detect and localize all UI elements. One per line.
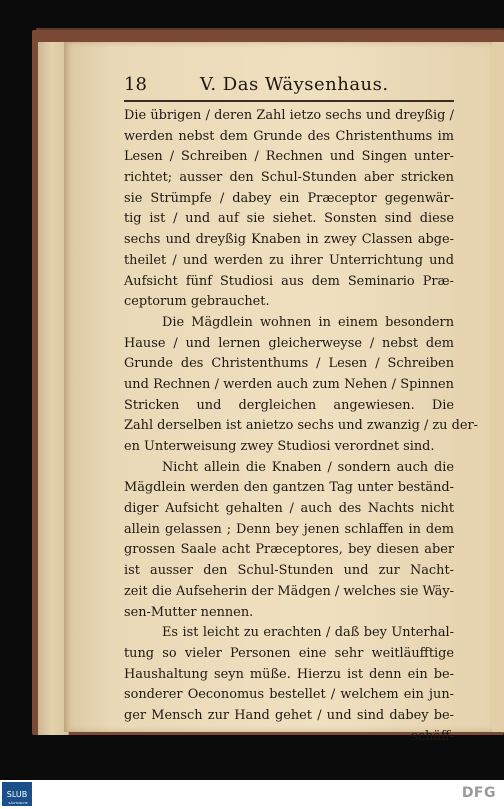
dfg-logo[interactable]: DFG — [461, 785, 496, 801]
running-header — [124, 74, 454, 100]
text-line: werden nebst dem Grunde des Christenthums im — [124, 128, 454, 144]
text-line: ist ausser den Schul-Stunden und zur Nacht- — [124, 563, 454, 579]
header-rule — [124, 100, 454, 102]
text-line: und Rechnen / werden auch zum Nehen / Spinnen — [124, 376, 454, 392]
text-line: sen-Mutter nennen. — [124, 604, 254, 620]
text-line: zeit die Aufseherin der Mädgen / welches sie Wäy- — [124, 583, 454, 599]
text-line: Mägdlein werden den gantzen Tag unter beständ- — [124, 480, 454, 496]
text-line: diger Aufsicht gehalten / auch des Nachts nicht — [124, 501, 454, 517]
text-line: Es ist leicht zu erachten / daß bey Unterhal- — [162, 625, 454, 641]
text-line: Die übrigen / deren Zahl ietzo sechs und dreyßig / — [124, 108, 454, 123]
text-line: ceptorum gebrauchet. — [124, 294, 270, 310]
text-line: allein gelassen ; Denn bey jenen schlaffen in dem — [124, 521, 454, 537]
text-line: Hause / und lernen gleicherweyse / nebst dem — [124, 335, 454, 351]
library-logo-subtext: SÄCHSISCHE LANDESBIBLIOTHEK — [2, 801, 34, 809]
text-line: grossen Saale acht Præceptores, bey diesen aber — [124, 542, 454, 558]
text-line: Lesen / Schreiben / Rechnen und Singen unter- — [124, 149, 454, 165]
catchword: schäff- — [411, 728, 454, 744]
text-line: Zahl derselben ist anietzo sechs und zwanzig / zu der- — [124, 418, 478, 434]
text-line: Grunde des Christenthums / Lesen / Schreiben — [124, 356, 454, 372]
text-line: en Unterweisung zwey Studiosi verordnet sind. — [124, 439, 435, 454]
text-line: tung so vieler Personen eine sehr weitläufftige — [124, 645, 454, 661]
text-line: theilet / und werden zu ihrer Unterrichtung und — [124, 252, 454, 268]
text-line: Nicht allein die Knaben / sondern auch die — [162, 459, 454, 475]
page-right-edge — [492, 42, 504, 732]
text-line: Die Mägdlein wohnen in einem besondern — [162, 314, 454, 330]
viewer-footer — [0, 780, 504, 809]
text-line: Haushaltung seyn müße. Hierzu ist denn ein be- — [124, 666, 454, 682]
page-body-text — [124, 106, 478, 747]
library-logo-text: SLUB — [6, 789, 28, 799]
text-line: richtet; ausser den Schul-Stunden aber stricken — [124, 170, 454, 186]
text-line: ger Mensch zur Hand gehet / und sind dabey be- — [124, 707, 454, 723]
text-line: Aufsicht fünf Studiosi aus dem Seminario Præ- — [124, 273, 454, 289]
running-title: V. Das Wäysenhaus. — [200, 74, 389, 95]
text-line: sechs und dreyßig Knaben in zwey Classen abge- — [124, 232, 454, 248]
text-line: Stricken und dergleichen angewiesen. Die — [124, 397, 454, 413]
text-line: sonderer Oeconomus bestellet / welchem ein jun- — [124, 687, 454, 703]
text-line: sie Strümpfe / dabey ein Præceptor gegenwär- — [124, 190, 454, 206]
text-line: tig ist / und auf sie siehet. Sonsten sind diese — [124, 211, 454, 227]
page-number: 18 — [124, 74, 147, 95]
